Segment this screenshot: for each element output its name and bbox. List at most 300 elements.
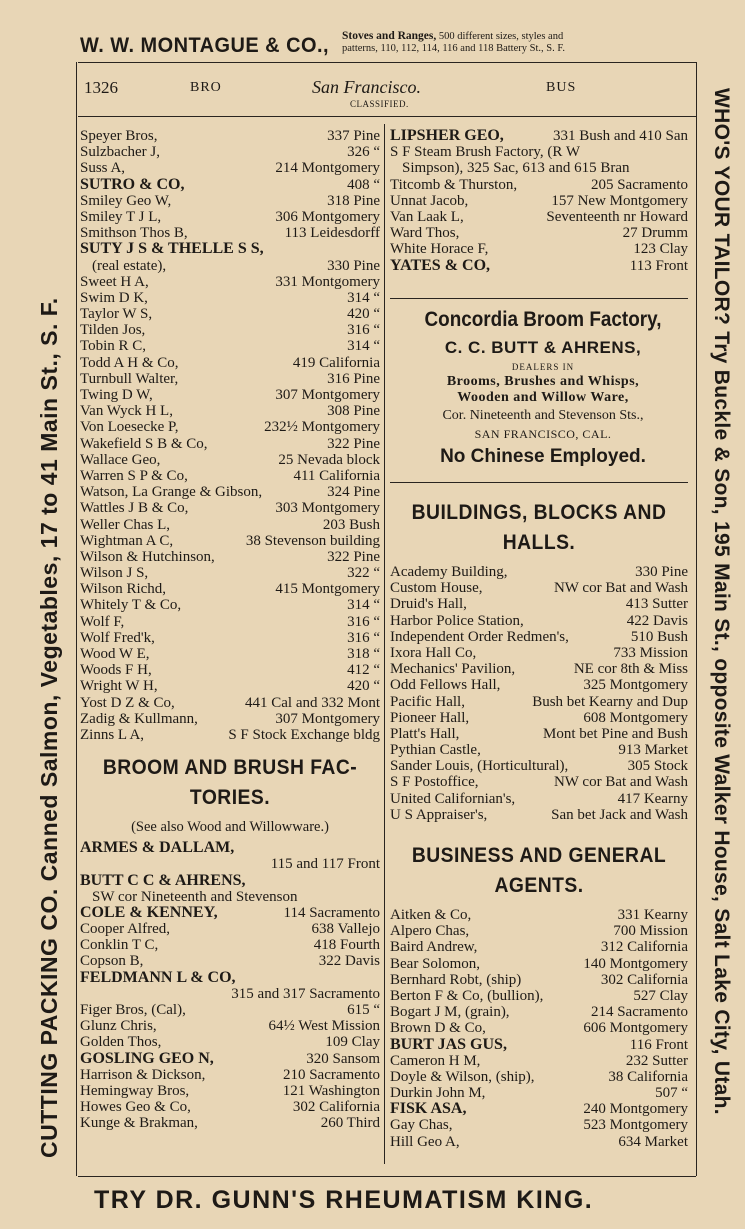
directory-entry xyxy=(390,580,688,596)
entry-address: 303 Montgomery xyxy=(275,500,380,517)
entry-address: 510 Bush xyxy=(630,628,688,645)
entry-name: SUTY J S & THELLE S S, xyxy=(80,240,264,258)
directory-entry xyxy=(80,953,380,969)
directory-entry xyxy=(80,517,380,533)
entry-name: Titcomb & Thurston, xyxy=(390,176,518,193)
directory-entry xyxy=(390,923,688,939)
entry-address: 527 Clay xyxy=(633,987,688,1004)
entry-address: 316 “ xyxy=(347,629,380,646)
entry-name: United Californian's, xyxy=(390,790,516,807)
entry-address: 25 Nevada block xyxy=(278,451,380,468)
entry-name: Tobin R C, xyxy=(80,338,147,355)
entry-name: Smiley Geo W, xyxy=(80,192,172,209)
entry-address: 326 “ xyxy=(347,144,380,161)
entry-address: NW cor Bat and Wash xyxy=(553,580,688,597)
directory-entry xyxy=(80,970,380,986)
directory-entry xyxy=(390,128,688,144)
entry-name: Sulzbacher J, xyxy=(80,144,160,161)
entry-name: Wightman A C, xyxy=(80,532,174,549)
side-ad-left: CUTTING PACKING CO. Canned Salmon, Vegetables, 17 to 41 Main St., S. F. xyxy=(36,297,62,1158)
entry-address: 113 Leidesdorff xyxy=(284,225,380,242)
right-guide-word: BUS xyxy=(546,80,577,95)
entry-name: BUTT C C & AHRENS, xyxy=(80,871,246,889)
directory-list-business xyxy=(390,907,688,1150)
entry-name: Howes Geo & Co, xyxy=(80,1099,191,1116)
entry-name: Pacific Hall, xyxy=(390,693,465,710)
entry-name: Wilson J S, xyxy=(80,565,149,582)
entry-name: Bear Solomon, xyxy=(390,955,480,972)
entry-name: Platt's Hall, xyxy=(390,725,460,742)
directory-entry xyxy=(390,1134,688,1150)
entry-name: Zinns L A, xyxy=(80,726,145,743)
bottom-rule xyxy=(78,1176,696,1177)
entry-name: Durkin John M, xyxy=(390,1085,486,1102)
directory-entry xyxy=(390,907,688,923)
entry-address: 203 Bush xyxy=(322,516,380,533)
directory-entry xyxy=(390,694,688,710)
entry-name: Independent Order Redmen's, xyxy=(390,628,569,645)
entry-name: SUTRO & CO, xyxy=(80,175,185,193)
directory-entry xyxy=(390,726,688,742)
directory-entry xyxy=(80,873,380,889)
directory-entry xyxy=(80,177,380,193)
entry-name: Whitely T & Co, xyxy=(80,597,182,614)
directory-entry xyxy=(390,241,688,257)
ad-owners: C. C. BUTT & AHRENS, xyxy=(444,338,642,357)
entry-address: 214 Montgomery xyxy=(275,160,380,177)
entry-name: Baird Andrew, xyxy=(390,939,478,956)
entry-name: Weller Chas L, xyxy=(80,516,171,533)
entry-address: 322 Davis xyxy=(318,953,380,970)
entry-address: 109 Clay xyxy=(325,1034,380,1051)
directory-entry xyxy=(80,1099,380,1115)
directory-entry xyxy=(80,1051,380,1067)
entry-name: Harbor Police Station, xyxy=(390,612,524,629)
entry-address: 314 “ xyxy=(347,289,380,306)
ad-title: Concordia Broom Factory, xyxy=(424,308,662,331)
directory-entry xyxy=(390,1117,688,1133)
directory-entry xyxy=(390,1037,688,1053)
directory-entry xyxy=(80,1067,380,1083)
entry-name: Gay Chas, xyxy=(390,1117,453,1134)
directory-entry xyxy=(390,193,688,209)
entry-address: 305 Stock xyxy=(627,758,688,775)
directory-entry xyxy=(80,678,380,694)
directory-entry xyxy=(80,921,380,937)
entry-address: 240 Montgomery xyxy=(583,1101,688,1118)
directory-list-left xyxy=(80,128,380,743)
entry-name: BURT JAS GUS, xyxy=(390,1035,507,1053)
entry-name: Kunge & Brakman, xyxy=(80,1115,198,1132)
entry-name: Academy Building, xyxy=(390,564,508,580)
entry-address: 913 Market xyxy=(618,742,688,759)
directory-list-right-top xyxy=(390,128,688,274)
entry-name: Custom House, xyxy=(390,580,483,597)
entry-address: 27 Drumm xyxy=(622,225,688,242)
entry-address: 38 Stevenson building xyxy=(245,532,380,549)
directory-entry xyxy=(390,1053,688,1069)
entry-name: GOSLING GEO N, xyxy=(80,1049,214,1067)
directory-entry xyxy=(80,1115,380,1131)
header-ad-bold: Stoves and Ranges, xyxy=(342,30,437,42)
directory-entry xyxy=(80,646,380,662)
entry-address: 322 Pine xyxy=(327,435,380,452)
directory-entry xyxy=(80,937,380,953)
directory-entry xyxy=(80,581,380,597)
entry-address: 320 Sansom xyxy=(306,1050,380,1067)
entry-address: 634 Market xyxy=(618,1133,688,1150)
directory-entry xyxy=(80,484,380,500)
entry-name: Wilson Richd, xyxy=(80,581,167,598)
entry-address: 114 Sacramento xyxy=(283,904,380,921)
entry-address: 315 and 317 Sacramento xyxy=(231,985,380,1002)
directory-entry xyxy=(80,889,380,905)
concordia-advertisement xyxy=(390,308,696,468)
entry-name: Cameron H M, xyxy=(390,1052,481,1069)
directory-entry xyxy=(390,209,688,225)
entry-address: 422 Davis xyxy=(626,612,688,629)
header-advertisement xyxy=(342,30,565,55)
entry-address: 417 Kearny xyxy=(617,790,688,807)
directory-list-buildings xyxy=(390,564,688,823)
entry-name: Von Loesecke P, xyxy=(80,419,179,436)
entry-address: 638 Vallejo xyxy=(311,921,380,938)
side-ad-right: WHO'S YOUR TAILOR? Try Buckle & Son, 195 Main St., opposite Walker House, Salt Lake City, Utah. xyxy=(710,88,733,1115)
ad-line1: Brooms, Brushes and Whisps, xyxy=(446,374,640,389)
directory-entry xyxy=(80,209,380,225)
classified-label: CLASSIFIED. xyxy=(350,99,409,109)
entry-address: 210 Sacramento xyxy=(282,1066,380,1083)
section-heading-cont: TORIES. xyxy=(189,786,271,810)
directory-entry xyxy=(80,856,380,872)
directory-entry xyxy=(80,306,380,322)
directory-entry xyxy=(80,565,380,581)
directory-entry xyxy=(80,403,380,419)
entry-address: 116 Front xyxy=(629,1036,688,1053)
entry-address: Bush bet Kearny and Dup xyxy=(532,693,688,710)
directory-entry xyxy=(80,355,380,371)
entry-address: 325 Montgomery xyxy=(583,677,688,694)
ad-bottom-rule xyxy=(390,482,688,483)
entry-name: Wakefield S B & Co, xyxy=(80,435,208,452)
directory-entry xyxy=(390,1069,688,1085)
entry-address: 314 “ xyxy=(347,597,380,614)
entry-name: Zadig & Kullmann, xyxy=(80,710,198,727)
entry-name: Wolf Fred'k, xyxy=(80,629,155,646)
directory-entry xyxy=(390,177,688,193)
directory-entry xyxy=(80,419,380,435)
directory-entry xyxy=(390,225,688,241)
right-border xyxy=(696,62,697,1176)
entry-address: 232½ Montgomery xyxy=(264,419,380,436)
entry-name: Figer Bros, (Cal), xyxy=(80,1002,186,1018)
entry-address: 302 California xyxy=(600,971,688,988)
entry-address: 733 Mission xyxy=(613,644,688,661)
left-guide-word: BRO xyxy=(190,80,222,95)
footer-advertisement: TRY DR. GUNN'S RHEUMATISM KING. xyxy=(94,1186,594,1214)
page-number: 1326 xyxy=(84,78,118,97)
directory-entry xyxy=(80,614,380,630)
left-border xyxy=(76,62,77,1176)
entry-address: 322 “ xyxy=(347,565,380,582)
entry-name: Wattles J B & Co, xyxy=(80,500,189,517)
entry-address: 115 and 117 Front xyxy=(270,856,380,873)
entry-address: 324 Pine xyxy=(327,484,380,501)
directory-entry xyxy=(390,613,688,629)
entry-name: Tilden Jos, xyxy=(80,322,146,339)
section-heading: BUSINESS AND GENERAL xyxy=(411,844,667,867)
directory-entry xyxy=(390,972,688,988)
directory-entry xyxy=(390,1020,688,1036)
entry-address: 307 Montgomery xyxy=(275,387,380,403)
entry-name: Twing D W, xyxy=(80,387,153,403)
directory-entry xyxy=(80,630,380,646)
entry-name: Wood W E, xyxy=(80,646,150,662)
directory-entry xyxy=(80,1002,380,1018)
city-title: San Francisco. xyxy=(312,77,421,97)
directory-entry xyxy=(80,322,380,338)
entry-address: 419 California xyxy=(292,354,380,371)
entry-address: 331 Bush and 410 San xyxy=(553,128,688,144)
entry-name: Swim D K, xyxy=(80,289,148,306)
directory-entry xyxy=(390,1101,688,1117)
directory-entry xyxy=(390,258,688,274)
section-heading-cont: HALLS. xyxy=(502,531,576,554)
column-divider xyxy=(384,124,385,1164)
directory-entry xyxy=(80,711,380,727)
entry-address: 308 Pine xyxy=(327,403,380,420)
directory-entry xyxy=(390,629,688,645)
entry-name: Bogart J M, (grain), xyxy=(390,1004,510,1021)
directory-entry xyxy=(390,742,688,758)
entry-name: Woods F H, xyxy=(80,662,152,679)
entry-name: Harrison & Dickson, xyxy=(80,1066,206,1083)
directory-entry xyxy=(80,290,380,306)
entry-name: Sander Louis, (Horticultural), xyxy=(390,758,569,775)
entry-name: Sweet H A, xyxy=(80,273,149,290)
ad-city: SAN FRANCISCO, CAL. xyxy=(474,427,612,441)
section-heading: BROOM AND BRUSH FAC- xyxy=(102,756,358,780)
entry-name: Mechanics' Pavilion, xyxy=(390,661,516,678)
entry-name: Hemingway Bros, xyxy=(80,1082,190,1099)
entry-address: 507 “ xyxy=(655,1085,688,1102)
buildings-block xyxy=(390,498,688,1150)
entry-address: 331 Montgomery xyxy=(275,273,380,290)
directory-entry xyxy=(80,662,380,678)
directory-entry xyxy=(80,533,380,549)
entry-name: Ixora Hall Co, xyxy=(390,644,477,661)
directory-entry xyxy=(80,468,380,484)
entry-name: Doyle & Wilson, (ship), xyxy=(390,1068,535,1085)
directory-entry xyxy=(80,452,380,468)
directory-entry xyxy=(80,160,380,176)
entry-name: White Horace F, xyxy=(390,241,489,258)
entry-address: 441 Cal and 332 Mont xyxy=(245,694,380,711)
entry-address: 312 California xyxy=(600,939,688,956)
directory-entry xyxy=(80,128,380,144)
entry-name: Smiley T J L, xyxy=(80,208,162,225)
entry-address: 418 Fourth xyxy=(313,937,380,954)
directory-entry xyxy=(80,1034,380,1050)
entry-name: Berton F & Co, (bullion), xyxy=(390,987,544,1004)
directory-entry xyxy=(80,1083,380,1099)
top-rule xyxy=(78,62,696,63)
entry-address: S F Stock Exchange bldg xyxy=(228,726,380,743)
entry-address: 330 Pine xyxy=(635,564,688,580)
directory-entry xyxy=(390,791,688,807)
entry-address: 412 “ xyxy=(347,662,380,679)
directory-entry xyxy=(80,225,380,241)
directory-entry xyxy=(80,727,380,743)
header-rule xyxy=(78,116,696,117)
entry-name: Druid's Hall, xyxy=(390,596,467,613)
entry-name: Wolf F, xyxy=(80,613,125,630)
entry-name: U S Appraiser's, xyxy=(390,806,488,823)
directory-entry xyxy=(80,1018,380,1034)
entry-name: FELDMANN L & CO, xyxy=(80,968,236,986)
entry-address: NE cor 8th & Miss xyxy=(573,661,688,678)
entry-address: 113 Front xyxy=(629,257,688,274)
entry-address: 157 New Montgomery xyxy=(551,192,688,209)
entry-address: 214 Sacramento xyxy=(590,1004,688,1021)
entry-address: 608 Montgomery xyxy=(583,709,688,726)
entry-address: 318 Pine xyxy=(327,192,380,209)
directory-entry xyxy=(80,840,380,856)
entry-address: Mont bet Pine and Bush xyxy=(543,725,688,742)
entry-name: Wright W H, xyxy=(80,678,158,695)
entry-address: 121 Washington xyxy=(282,1082,380,1099)
directory-entry xyxy=(80,274,380,290)
entry-name: Pioneer Hall, xyxy=(390,709,470,726)
directory-entry xyxy=(390,1004,688,1020)
directory-entry xyxy=(390,939,688,955)
directory-entry xyxy=(390,596,688,612)
section-note: (See also Wood and Willowware.) xyxy=(131,819,329,836)
publisher-name: W. W. MONTAGUE & CO., xyxy=(80,34,330,57)
entry-name: Hill Geo A, xyxy=(390,1133,460,1150)
entry-name: Van Laak L, xyxy=(390,208,464,225)
entry-name: Watson, La Grange & Gibson, xyxy=(80,484,263,501)
header-ad-line2: patterns, 110, 112, 114, 116 and 118 Battery St., S. F. xyxy=(342,43,565,54)
entry-name: Alpero Chas, xyxy=(390,923,470,940)
entry-name: Copson B, xyxy=(80,953,144,970)
directory-entry xyxy=(390,677,688,693)
entry-address: 413 Sutter xyxy=(625,596,688,613)
entry-name: Taylor W S, xyxy=(80,306,153,323)
directory-entry xyxy=(390,988,688,1004)
directory-entry xyxy=(390,807,688,823)
ad-line2: Wooden and Willow Ware, xyxy=(457,390,629,405)
entry-name: (real estate), xyxy=(92,257,167,274)
directory-entry xyxy=(390,758,688,774)
directory-entry xyxy=(80,371,380,387)
directory-entry xyxy=(80,144,380,160)
entry-name: Aitken & Co, xyxy=(390,907,472,923)
entry-address: 322 Pine xyxy=(327,548,380,565)
entry-address: 123 Clay xyxy=(633,241,688,258)
entry-name: Bernhard Robt, (ship) xyxy=(390,971,522,988)
entry-name: Brown D & Co, xyxy=(390,1020,486,1037)
entry-address: 615 “ xyxy=(347,1002,380,1018)
entry-name: S F Steam Brush Factory, (R W xyxy=(390,144,580,161)
entry-address: 331 Kearny xyxy=(617,907,688,923)
entry-name: Wallace Geo, xyxy=(80,451,161,468)
entry-name: Todd A H & Co, xyxy=(80,354,179,371)
entry-name: Warren S P & Co, xyxy=(80,467,188,484)
entry-address: 307 Montgomery xyxy=(275,710,380,727)
header-ad-line1: 500 different sizes, styles and xyxy=(438,31,564,42)
entry-name: ARMES & DALLAM, xyxy=(80,839,235,857)
entry-name: Van Wyck H L, xyxy=(80,403,173,420)
entry-address: NW cor Bat and Wash xyxy=(553,774,688,791)
entry-address: 38 California xyxy=(608,1068,688,1085)
entry-name: Golden Thos, xyxy=(80,1034,162,1051)
entry-name: Suss A, xyxy=(80,160,126,177)
ad-address: Cor. Nineteenth and Stevenson Sts., xyxy=(442,408,644,423)
entry-address: San bet Jack and Wash xyxy=(551,806,688,823)
entry-name: Yost D Z & Co, xyxy=(80,694,175,711)
entry-name: Glunz Chris, xyxy=(80,1018,157,1035)
directory-entry xyxy=(390,956,688,972)
entry-name: Cooper Alfred, xyxy=(80,921,170,938)
directory-entry xyxy=(390,661,688,677)
entry-address: 330 Pine xyxy=(327,257,380,274)
entry-name: Smithson Thos B, xyxy=(80,225,188,242)
directory-entry xyxy=(80,905,380,921)
entry-address: 337 Pine xyxy=(327,128,380,144)
entry-address: 523 Montgomery xyxy=(583,1117,688,1134)
entry-address: 316 “ xyxy=(347,322,380,339)
entry-name: SW cor Nineteenth and Stevenson xyxy=(92,888,298,905)
directory-entry xyxy=(80,338,380,354)
directory-list-broom xyxy=(80,840,380,1131)
entry-address: 700 Mission xyxy=(613,923,688,940)
directory-entry xyxy=(80,500,380,516)
left-column xyxy=(80,128,380,1132)
entry-name: Simpson), 325 Sac, 613 and 615 Bran xyxy=(402,160,630,177)
entry-name: Pythian Castle, xyxy=(390,742,481,759)
entry-name: COLE & KENNEY, xyxy=(80,903,218,921)
entry-address: 606 Montgomery xyxy=(583,1020,688,1037)
directory-entry xyxy=(80,986,380,1002)
entry-address: 64½ West Mission xyxy=(268,1018,380,1035)
directory-entry xyxy=(390,710,688,726)
entry-name: Speyer Bros, xyxy=(80,128,158,144)
directory-entry xyxy=(390,1085,688,1101)
broom-section xyxy=(80,753,380,836)
entry-name: Conklin T C, xyxy=(80,937,159,954)
entry-name: Turnbull Walter, xyxy=(80,370,179,387)
entry-address: 420 “ xyxy=(347,678,380,695)
directory-entry xyxy=(80,258,380,274)
entry-address: 316 Pine xyxy=(327,370,380,387)
directory-entry xyxy=(80,597,380,613)
entry-address: 314 “ xyxy=(347,338,380,355)
entry-address: 408 “ xyxy=(347,176,380,193)
entry-address: Seventeenth nr Howard xyxy=(546,208,688,225)
entry-name: S F Postoffice, xyxy=(390,774,479,791)
entry-name: FISK ASA, xyxy=(390,1100,467,1118)
directory-entry xyxy=(390,774,688,790)
directory-entry xyxy=(80,241,380,257)
entry-address: 420 “ xyxy=(347,306,380,323)
ad-dealers: DEALERS IN xyxy=(511,362,575,372)
entry-name: LIPSHER GEO, xyxy=(390,127,504,144)
section-heading-cont: AGENTS. xyxy=(494,874,584,897)
directory-entry xyxy=(390,160,688,176)
directory-entry xyxy=(80,695,380,711)
entry-address: 415 Montgomery xyxy=(275,581,380,598)
